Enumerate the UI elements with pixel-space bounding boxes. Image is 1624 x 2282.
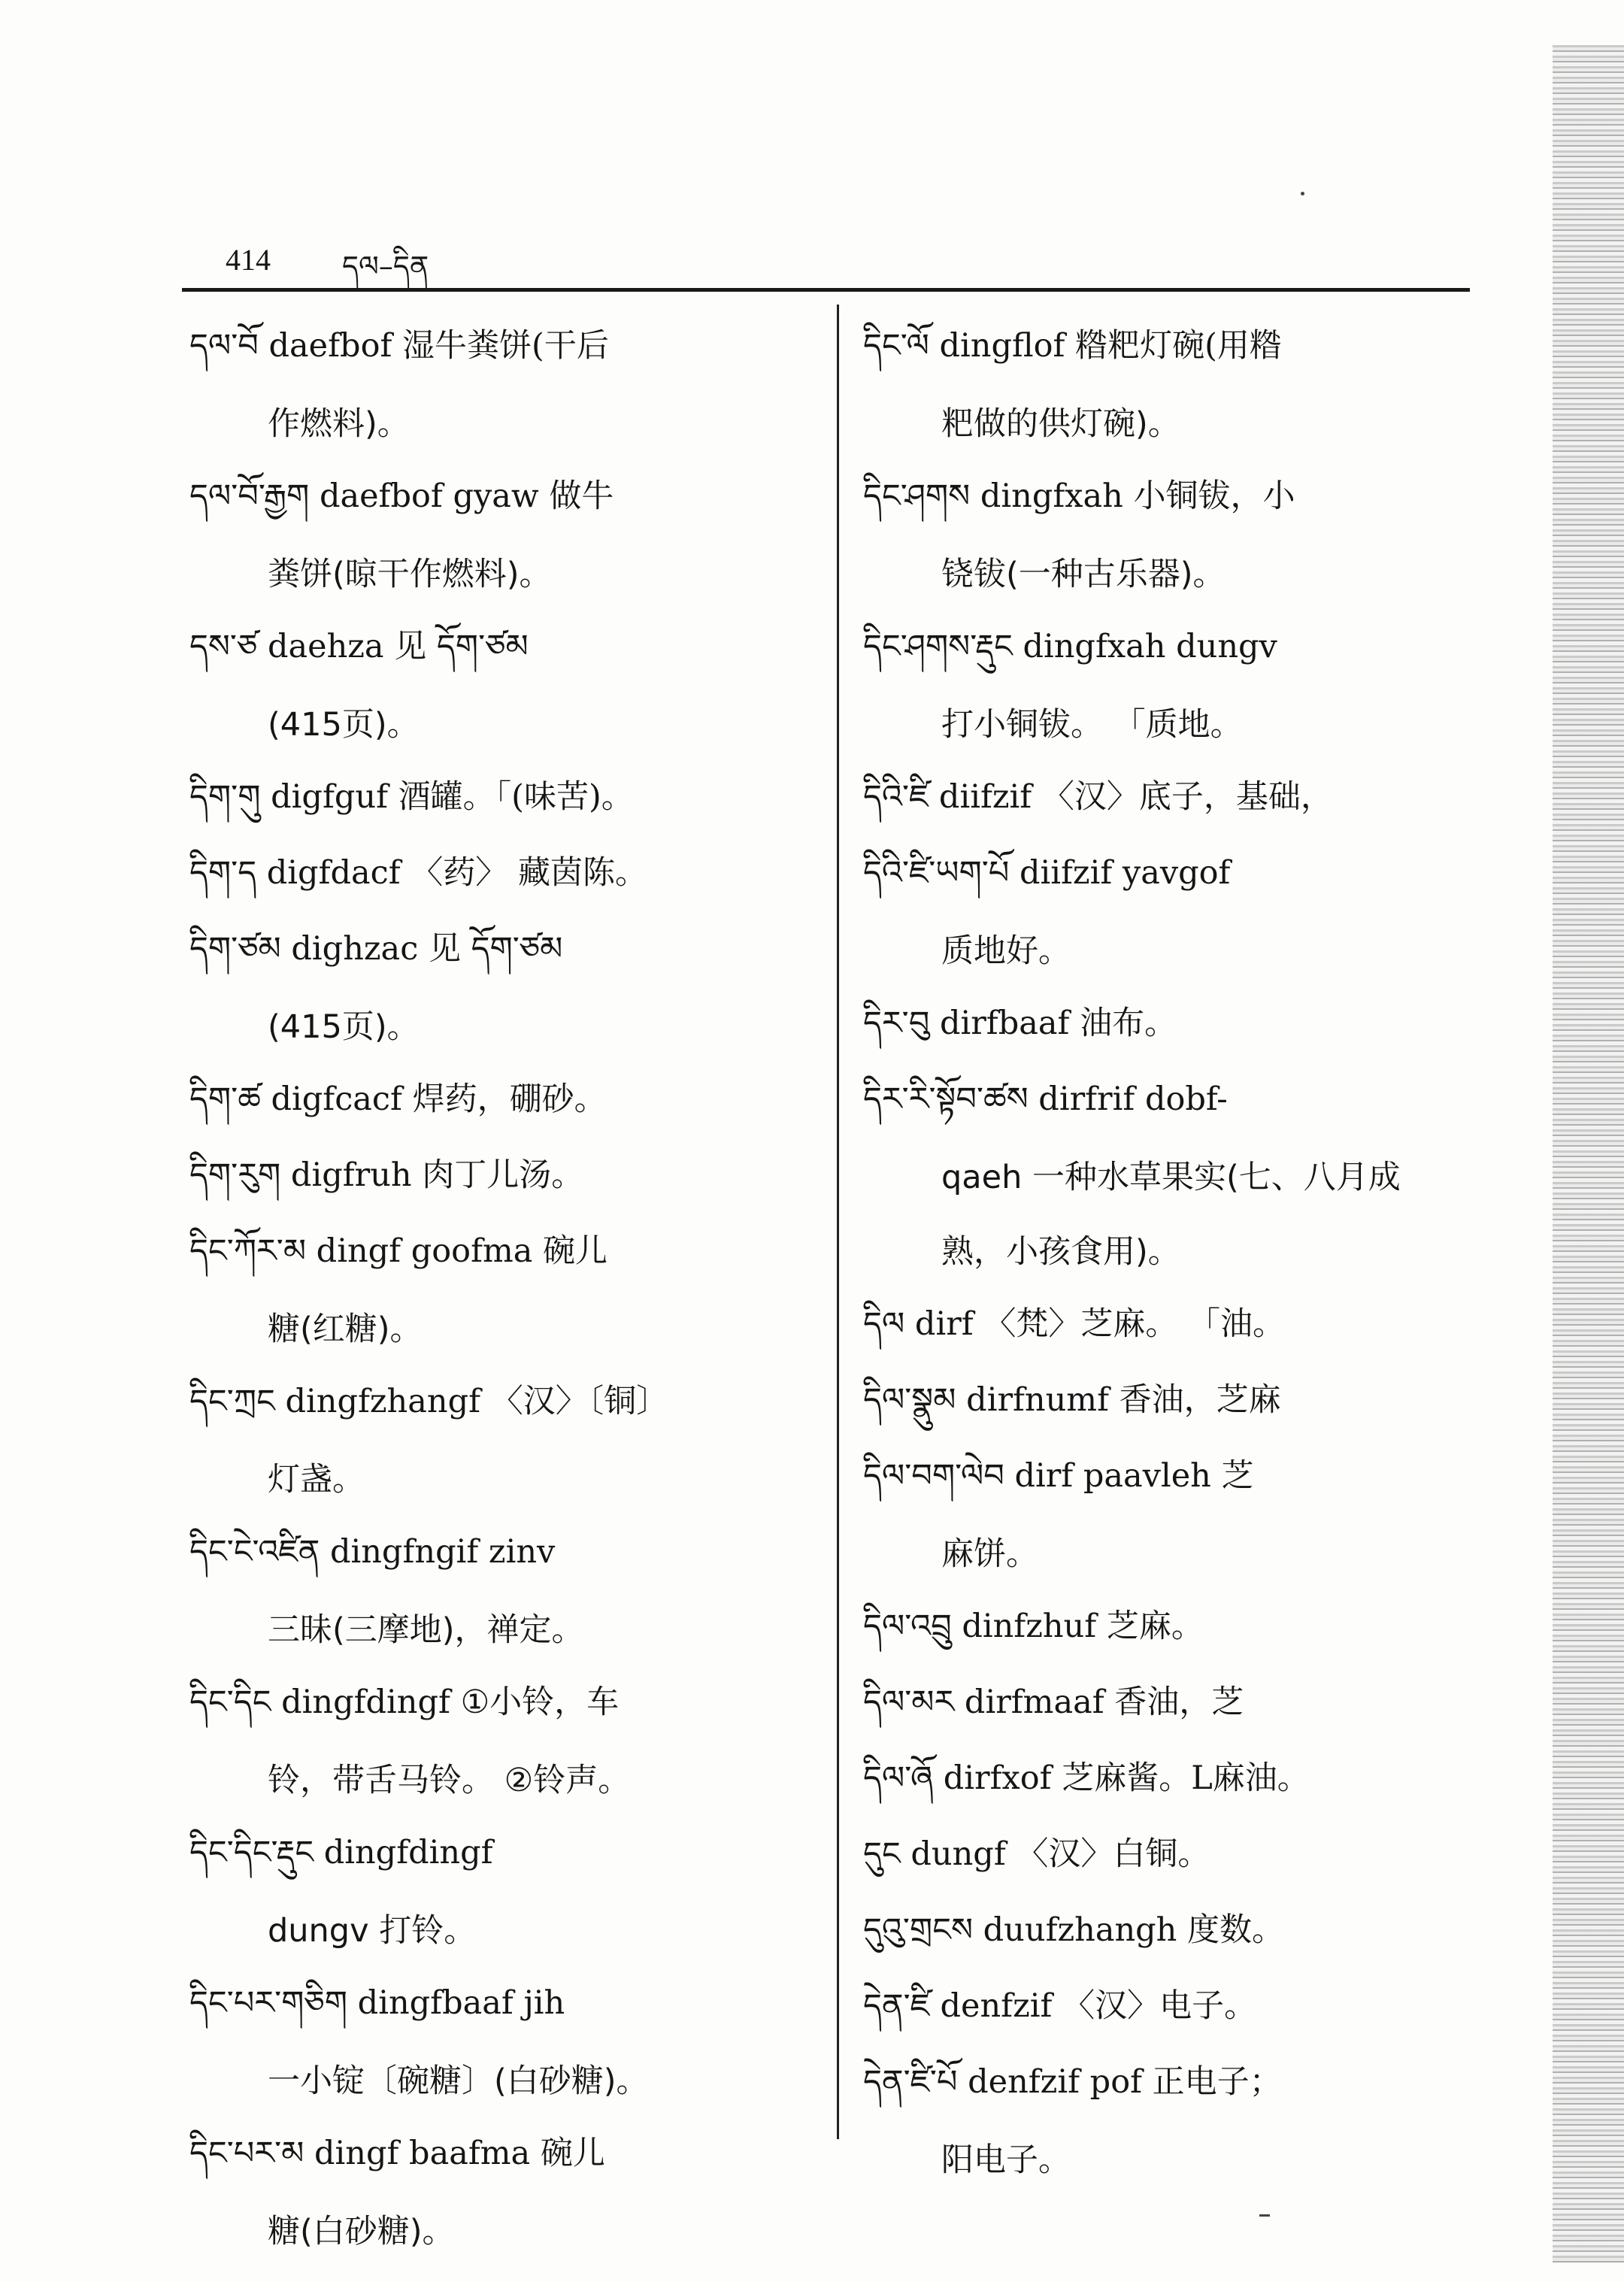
dictionary-entry (863, 308, 1487, 459)
entry-continuation: 灯盏。 (268, 1461, 365, 1499)
entry-line: དུང dungf 〈汉〉白铜。 (863, 1835, 1210, 1873)
entry-continuation: 铃，带舌马铃。 ②铃声。 (268, 1762, 631, 1799)
entry-continuation: qaeh 一种水草果实(七、八月成 (941, 1159, 1401, 1196)
dictionary-entry (863, 1062, 1487, 1286)
entry-line: དིང་ངེ་འཛིན dingfngif zinv (189, 1532, 556, 1571)
entry-continuation: (415页)。 (268, 706, 420, 744)
right-column (863, 308, 1487, 2195)
entry-continuation: 一小锭〔碗糖〕(白砂糖)。 (268, 2062, 649, 2100)
dictionary-entry (189, 911, 821, 1062)
dictionary-entry (863, 1893, 1487, 1968)
entry-continuation: 熟，小孩食用)。 (941, 1233, 1180, 1271)
dictionary-entry (189, 2116, 821, 2266)
speck (1301, 192, 1304, 195)
entry-continuation: 麻饼。 (941, 1535, 1038, 1573)
left-column (189, 308, 821, 2266)
entry-continuation: 铙钹(一种古乐器)。 (941, 556, 1226, 593)
dictionary-entry (189, 1364, 821, 1514)
entry-line: དུའུ་གྲངས duufzhangh 度数。 (863, 1911, 1285, 1949)
dictionary-entry (189, 759, 821, 835)
entry-line: དིང་ཀྲང dingfzhangf 〈汉〉〔铜〕 (189, 1382, 669, 1420)
dictionary-entry (863, 459, 1487, 609)
entry-line: དིལ་ཞོ dirfxof 芝麻酱。L麻油。 (863, 1759, 1310, 1797)
entry-continuation: 阳电子。 (941, 2141, 1071, 2179)
entry-line: དས་ཙ daehza 见 དོག་ཙམ (189, 627, 529, 665)
speck (1259, 2214, 1270, 2217)
dictionary-entry (189, 835, 821, 911)
entry-line: དེན་ཛི denfzif 〈汉〉电子。 (863, 1987, 1257, 2025)
entry-line: དེན་ཛི་པོ denfzif pof 正电子； (863, 2062, 1282, 2101)
entry-line: དིའི་ཛི་ཡག་པོ diifzif yavgof (863, 853, 1231, 892)
entry-line: དིང་དིང་རྡུང dingfdingf (189, 1833, 493, 1871)
entry-continuation: 粑做的供灯碗)。 (941, 405, 1180, 443)
dictionary-entry (863, 759, 1487, 835)
book-page-edge (1553, 45, 1624, 2263)
dictionary-entry (189, 459, 821, 609)
entry-line: དིའི་ཛི diifzif 〈汉〉底子，基础， (863, 777, 1333, 816)
entry-continuation: dungv 打铃。 (268, 1912, 477, 1950)
entry-line: དིག་ད digfdacf 〈药〉 藏茵陈。 (189, 853, 647, 892)
entry-line: དིག་ཚ digfcacf 焊药，硼砂。 (189, 1080, 607, 1118)
entry-continuation: (415页)。 (268, 1008, 420, 1046)
entry-line: དིང་པར་གཅིག dingfbaaf jih (189, 1983, 565, 2022)
dictionary-entry (863, 1968, 1487, 2044)
dictionary-entry (863, 1589, 1487, 1665)
running-head: དལ–དིན (342, 250, 429, 283)
dictionary-entry (863, 1741, 1487, 1817)
entry-continuation: 打小铜钹。 「质地。 (941, 706, 1243, 744)
entry-line: དིར་རི་སྟོབ་ཚས dirfrif dobf- (863, 1080, 1228, 1118)
entry-line: དིལ་སྣུམ dirfnumf 香油，芝麻 (863, 1380, 1281, 1419)
dictionary-entry (189, 1815, 821, 1965)
dictionary-entry (189, 308, 821, 459)
entry-line: དལ་བོ daefbof 湿牛粪饼(干后 (189, 326, 609, 365)
entry-continuation: 质地好。 (941, 932, 1071, 970)
entry-line: དིང་ཤགས dingfxah 小铜钹，小 (863, 477, 1295, 515)
entry-line: དིང་ལོ dingflof 糌粑灯碗(用糌 (863, 326, 1282, 365)
entry-line: དིག་གུ digfguf 酒罐。「(味苦)。 (189, 777, 634, 816)
entry-continuation: 三昧(三摩地)，禅定。 (268, 1611, 584, 1649)
entry-line: དིག་ཙམ dighzac 见 དོག་ཙམ (189, 929, 563, 968)
dictionary-entry (863, 986, 1487, 1062)
dictionary-entry (189, 609, 821, 759)
entry-continuation: 作燃料)。 (268, 405, 410, 443)
dictionary-entry (863, 1665, 1487, 1741)
dictionary-entry (189, 1214, 821, 1364)
entry-line: དིལ་འབྲུ dinfzhuf 芝麻。 (863, 1607, 1204, 1645)
entry-line: དིང་ཤགས་རྡུང dingfxah dungv (863, 627, 1277, 665)
entry-line: དལ་བོ་རྒྱག daefbof gyaw 做牛 (189, 477, 614, 515)
entry-line: དིར་བུ dirfbaaf 油布。 (863, 1004, 1177, 1042)
entry-line: དིལ་བག་ལེབ dirf paavleh 芝 (863, 1456, 1254, 1495)
dictionary-entry (189, 1062, 821, 1138)
entry-line: དིང་དིང dingfdingf ①小铃，车 (189, 1683, 620, 1721)
dictionary-entry (863, 1362, 1487, 1438)
entry-continuation: 糖(白砂糖)。 (268, 2213, 455, 2250)
entry-line: དིང་པར་མ dingf baafma 碗儿 (189, 2134, 605, 2172)
entry-continuation: 粪饼(晾干作燃料)。 (268, 556, 552, 593)
dictionary-entry (863, 835, 1487, 986)
entry-line: དིལ dirf 〈梵〉芝麻。 「油。 (863, 1305, 1286, 1343)
dictionary-entry (863, 1817, 1487, 1893)
dictionary-entry (189, 1965, 821, 2116)
dictionary-entry (189, 1665, 821, 1815)
header-rule (182, 288, 1470, 292)
dictionary-entry (863, 609, 1487, 759)
entry-continuation: 糖(红糖)。 (268, 1311, 423, 1348)
entry-line: དིང་ཀོར་མ dingf goofma 碗儿 (189, 1232, 608, 1270)
entry-line: དིལ་མར dirfmaaf 香油，芝 (863, 1683, 1244, 1721)
dictionary-entry (863, 1286, 1487, 1362)
dictionary-entry (863, 2044, 1487, 2195)
column-divider (837, 305, 839, 2139)
dictionary-entry (189, 1514, 821, 1665)
dictionary-entry (863, 1438, 1487, 1589)
dictionary-entry (189, 1138, 821, 1214)
page-number: 414 (226, 243, 271, 277)
entry-line: དིག་རུག digfruh 肉丁儿汤。 (189, 1156, 584, 1194)
